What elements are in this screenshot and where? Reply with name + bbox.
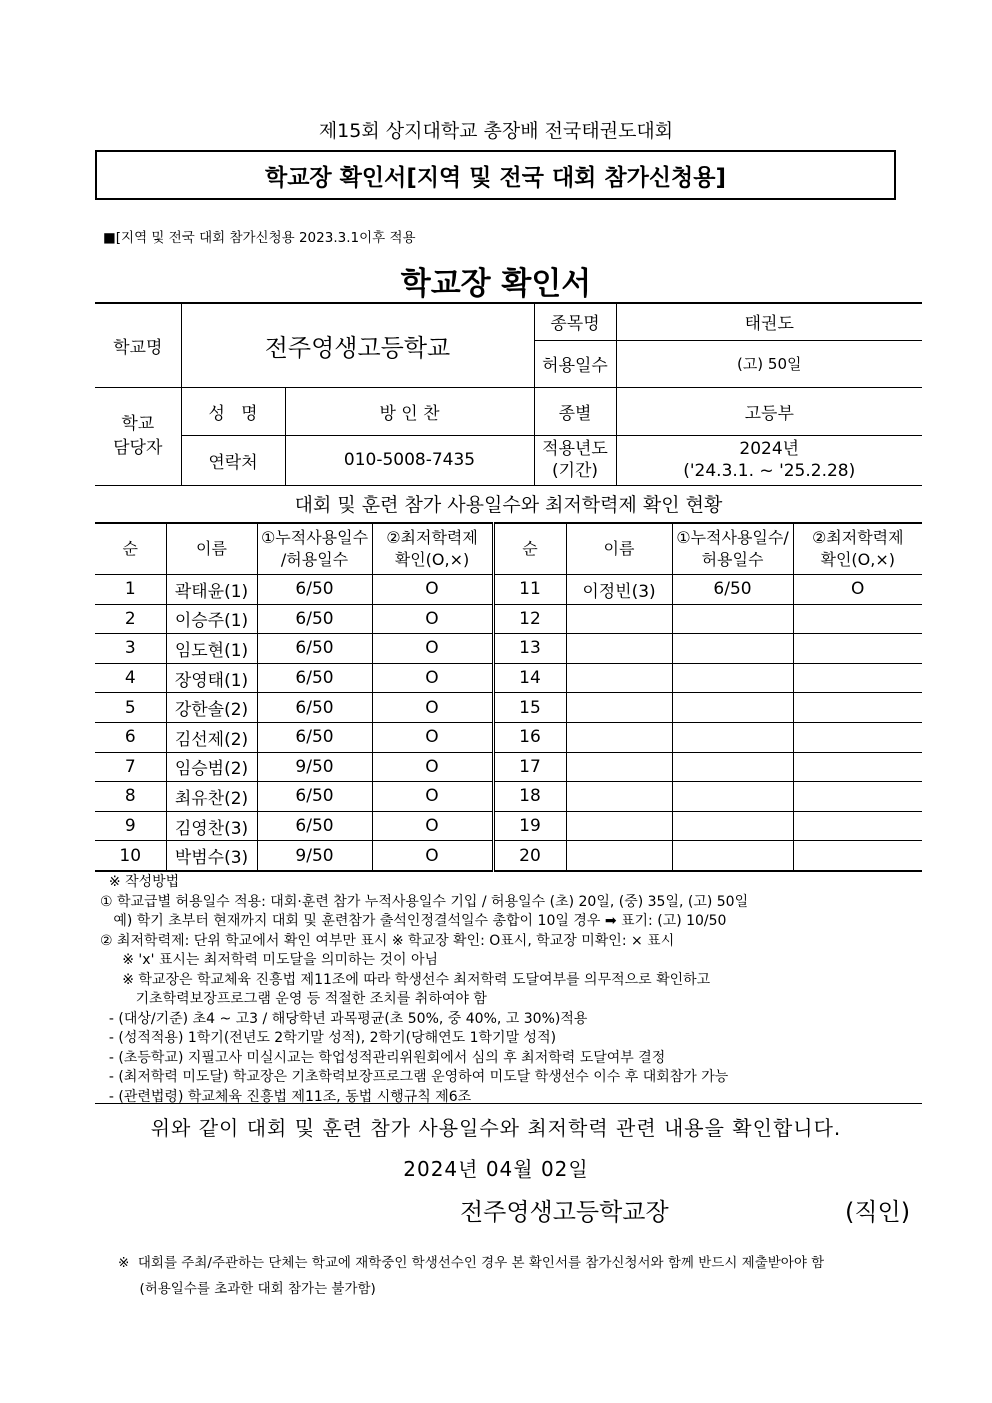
contact-label: 학교 담당자 — [95, 387, 181, 485]
row-name-2 — [566, 782, 672, 812]
header-days: ①누적사용일수 /허용일수 — [257, 523, 372, 575]
row-name: 임승범(2) — [166, 752, 257, 782]
row-name-2 — [566, 604, 672, 634]
row-days-2: 6/50 — [672, 575, 793, 605]
row-days: 6/50 — [257, 722, 372, 752]
sport-label: 종목명 — [534, 303, 616, 340]
row-check-2 — [793, 782, 922, 812]
row-name: 강한솔(2) — [166, 693, 257, 723]
page-title: 학교장 확인서 — [400, 266, 592, 302]
row-name: 이승주(1) — [166, 604, 257, 634]
row-name: 임도현(1) — [166, 634, 257, 664]
row-name-2 — [566, 634, 672, 664]
phone-value: 010-5008-7435 — [285, 435, 534, 485]
footnote-line: ※ 대회를 주최/주관하는 단체는 학교에 재학중인 학생선수인 경우 본 확인서를 참가신청서와 함께 반드시 제출받아야 함 — [118, 1255, 825, 1271]
row-check-2 — [793, 752, 922, 782]
guide-line: ① 학교급별 허용일수 적용: 대회·훈련 참가 누적사용일수 기입 / 허용일수 (초) 20일, (중) 35일, (고) 50일 — [100, 893, 749, 910]
confirmation-statement: 위와 같이 대회 및 훈련 참가 사용일수와 최저학력 관련 내용을 확인합니다. — [150, 1116, 842, 1140]
row-name-2: 이정빈(3) — [566, 575, 672, 605]
row-no-2: 16 — [493, 722, 566, 752]
official-seal-label: (직인) — [845, 1198, 911, 1226]
table-row — [95, 752, 922, 782]
guide-line: ※ 'x' 표시는 최저학력 미도달을 의미하는 것이 아님 — [100, 952, 439, 968]
table-row — [95, 575, 922, 605]
guide-line: ※ 작성방법 — [100, 874, 180, 890]
principal-signature: 전주영생고등학교장 — [460, 1198, 669, 1226]
allowed-days-label: 허용일수 — [534, 340, 616, 387]
row-check-2: O — [793, 575, 922, 605]
row-check: O — [372, 841, 493, 871]
phone-label: 연락처 — [181, 435, 285, 485]
row-days: 9/50 — [257, 841, 372, 871]
row-check-2 — [793, 604, 922, 634]
row-name: 김선제(2) — [166, 722, 257, 752]
row-days-2 — [672, 693, 793, 723]
status-title: 대회 및 훈련 참가 사용일수와 최저학력제 확인 현황 — [294, 494, 723, 516]
form-title-box — [95, 150, 896, 200]
name-label: 성 명 — [181, 387, 285, 435]
row-days-2 — [672, 634, 793, 664]
sport-value: 태권도 — [616, 303, 922, 340]
row-name-2 — [566, 811, 672, 841]
row-check: O — [372, 575, 493, 605]
issue-date: 2024년 04월 02일 — [403, 1157, 589, 1181]
row-no: 1 — [95, 575, 166, 605]
row-no: 6 — [95, 722, 166, 752]
row-check: O — [372, 663, 493, 693]
row-days-2 — [672, 604, 793, 634]
row-days-2 — [672, 841, 793, 871]
row-no-2: 14 — [493, 663, 566, 693]
table-row — [95, 722, 922, 752]
row-days-2 — [672, 722, 793, 752]
row-no-2: 15 — [493, 693, 566, 723]
row-name: 곽태윤(1) — [166, 575, 257, 605]
row-check-2 — [793, 634, 922, 664]
row-name-2 — [566, 693, 672, 723]
header-name: 이름 — [166, 523, 257, 575]
guide-line: - (관련법령) 학교체육 진흥법 제11조, 동법 시행규칙 제6조 — [100, 1088, 472, 1105]
row-days-2 — [672, 782, 793, 812]
table-row — [95, 693, 922, 723]
year-value: 2024년 ('24.3.1. ~ '25.2.28) — [616, 435, 922, 485]
row-check: O — [372, 604, 493, 634]
row-check: O — [372, 811, 493, 841]
writing-guide — [100, 873, 930, 1107]
allowed-days-value: (고) 50일 — [616, 340, 922, 387]
row-days-2 — [672, 811, 793, 841]
guide-line: - (대상/기준) 초4 ~ 고3 / 해당학년 과목평균(초 50%, 중 40%, 고 30%)적용 — [100, 1010, 588, 1027]
row-check: O — [372, 634, 493, 664]
row-days: 6/50 — [257, 604, 372, 634]
guide-line: 예) 학기 초부터 현재까지 대회 및 훈련참가 출석인정결석일수 총합이 10일 경우 ➡ 표기: (고) 10/50 — [100, 913, 727, 929]
row-days-2 — [672, 663, 793, 693]
row-days: 6/50 — [257, 575, 372, 605]
event-title: 제15회 상지대학교 총장배 전국태권도대회 — [318, 120, 674, 142]
row-days: 9/50 — [257, 752, 372, 782]
table-row — [95, 811, 922, 841]
row-check-2 — [793, 841, 922, 871]
guide-line: - (최저학력 미도달) 학교장은 기초학력보장프로그램 운영하여 미도달 학생선수 이수 후 대회참가 가능 — [100, 1069, 729, 1085]
row-name: 최유찬(2) — [166, 782, 257, 812]
row-check-2 — [793, 663, 922, 693]
header-name-2: 이름 — [566, 523, 672, 575]
row-no: 3 — [95, 634, 166, 664]
row-check-2 — [793, 811, 922, 841]
header-check-2: ②최저학력제 확인(O,×) — [793, 523, 922, 575]
row-check: O — [372, 722, 493, 752]
school-name: 전주영생고등학교 — [181, 303, 534, 387]
header-check: ②최저학력제 확인(O,×) — [372, 523, 493, 575]
row-check-2 — [793, 722, 922, 752]
row-no-2: 17 — [493, 752, 566, 782]
name-value: 방 인 찬 — [285, 387, 534, 435]
apply-note: ■[지역 및 전국 대회 참가신청용 2023.3.1이후 적용 — [103, 230, 416, 246]
table-row — [95, 782, 922, 812]
table-row — [95, 841, 922, 871]
table-row — [95, 663, 922, 693]
row-no: 8 — [95, 782, 166, 812]
row-days: 6/50 — [257, 811, 372, 841]
row-no: 2 — [95, 604, 166, 634]
guide-line: ※ 학교장은 학교체육 진흥법 제11조에 따라 학생선수 최저학력 도달여부를 의무적으로 확인하고 — [100, 971, 711, 988]
row-no: 4 — [95, 663, 166, 693]
row-name: 박범수(3) — [166, 841, 257, 871]
row-no-2: 12 — [493, 604, 566, 634]
school-label: 학교명 — [95, 303, 181, 387]
row-name-2 — [566, 663, 672, 693]
header-no: 순 — [95, 523, 166, 575]
row-check: O — [372, 782, 493, 812]
row-days: 6/50 — [257, 782, 372, 812]
row-check: O — [372, 752, 493, 782]
guide-line: - (성적적용) 1학기(전년도 2학기말 성적), 2학기(당해연도 1학기말 성적) — [100, 1030, 557, 1046]
row-check: O — [372, 693, 493, 723]
form-title: 학교장 확인서[지역 및 전국 대회 참가신청용] — [265, 164, 726, 191]
row-no-2: 13 — [493, 634, 566, 664]
footnote — [118, 1250, 824, 1302]
row-no-2: 18 — [493, 782, 566, 812]
school-info-table — [95, 302, 922, 486]
division-label: 종별 — [534, 387, 616, 435]
row-name-2 — [566, 722, 672, 752]
division-value: 고등부 — [616, 387, 922, 435]
guide-line: 기초학력보장프로그램 운영 등 적절한 조치를 취하여야 함 — [100, 991, 487, 1007]
header-days-2: ①누적사용일수/ 허용일수 — [672, 523, 793, 575]
row-no-2: 20 — [493, 841, 566, 871]
roster-header-row — [95, 523, 922, 575]
row-days: 6/50 — [257, 663, 372, 693]
row-days: 6/50 — [257, 634, 372, 664]
year-label: 적용년도 (기간) — [534, 435, 616, 485]
table-row — [95, 634, 922, 664]
row-no: 5 — [95, 693, 166, 723]
guide-line: ② 최저학력제: 단위 학교에서 확인 여부만 표시 ※ 학교장 확인: O표시, 학교장 미확인: × 표시 — [100, 932, 675, 949]
row-name-2 — [566, 752, 672, 782]
row-check-2 — [793, 693, 922, 723]
row-name: 장영태(1) — [166, 663, 257, 693]
row-no: 10 — [95, 841, 166, 871]
table-row — [95, 604, 922, 634]
row-days: 6/50 — [257, 693, 372, 723]
header-no-2: 순 — [493, 523, 566, 575]
roster-table — [95, 522, 922, 872]
row-no: 7 — [95, 752, 166, 782]
row-no-2: 11 — [493, 575, 566, 605]
row-no: 9 — [95, 811, 166, 841]
row-no-2: 19 — [493, 811, 566, 841]
guide-line: - (초등학교) 지필고사 미실시교는 학업성적관리위원회에서 심의 후 최저학력 도달여부 결정 — [100, 1049, 666, 1066]
row-name: 김영찬(3) — [166, 811, 257, 841]
row-days-2 — [672, 752, 793, 782]
row-name-2 — [566, 841, 672, 871]
footnote-line: (허용일수를 초과한 대회 참가는 불가함) — [118, 1281, 376, 1297]
